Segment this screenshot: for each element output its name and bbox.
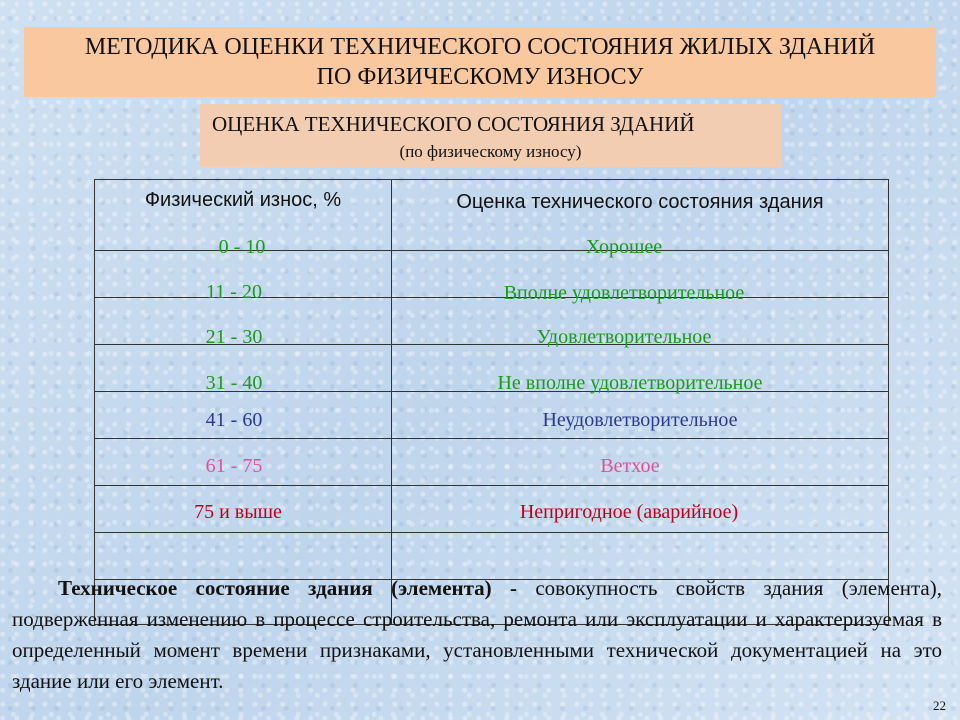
slide-title [24, 27, 936, 97]
header-wear: Физический износ, % [144, 189, 342, 211]
page-number: 22 [933, 698, 946, 713]
state-value-0: Хорошее [585, 236, 663, 258]
state-value-5: Ветхое [600, 455, 660, 477]
definition-paragraph [12, 573, 942, 697]
state-value-2: Удовлетворительное [536, 326, 712, 348]
state-value-4: Неудовлетворительное [542, 409, 738, 431]
wear-value-0: 0 - 10 [218, 236, 266, 258]
wear-value-6: 75 и выше [194, 501, 282, 523]
wear-value-4: 41 - 60 [205, 409, 263, 431]
definition-text: совокупность свойств здания (элемента), подверженная изменению в процессе строительства, ремонта или эксплуатации и характеризуемая в определенный момент времени признаками, установленными технической документацией на это здание или его элемент. [12, 576, 942, 693]
state-value-1: Вполне удовлетворительное [503, 282, 745, 304]
table-caption-sub: (по физическому износу) [399, 142, 582, 161]
definition-term: Техническое состояние здания (элемента) - [58, 576, 518, 600]
state-value-3: Не вполне удовлетворительное [497, 372, 763, 394]
table-caption [200, 104, 781, 167]
state-value-6: Непригодное (аварийное) [519, 501, 739, 523]
wear-value-1: 11 - 20 [206, 281, 262, 303]
table-caption-main: ОЦЕНКА ТЕХНИЧЕСКОГО СОСТОЯНИЯ ЗДАНИЙ [212, 112, 695, 136]
wear-value-5: 61 - 75 [205, 455, 263, 477]
wear-value-3: 31 - 40 [205, 372, 263, 394]
slide-title-line-1: МЕТОДИКА ОЦЕНКИ ТЕХНИЧЕСКОГО СОСТОЯНИЯ ЖИЛЫХ ЗДАНИЙ [84, 34, 876, 60]
wear-value-2: 21 - 30 [205, 326, 263, 348]
header-state: Оценка технического состояния здания [456, 191, 824, 213]
slide-title-line-2: ПО ФИЗИЧЕСКОМУ ИЗНОСУ [316, 64, 644, 90]
